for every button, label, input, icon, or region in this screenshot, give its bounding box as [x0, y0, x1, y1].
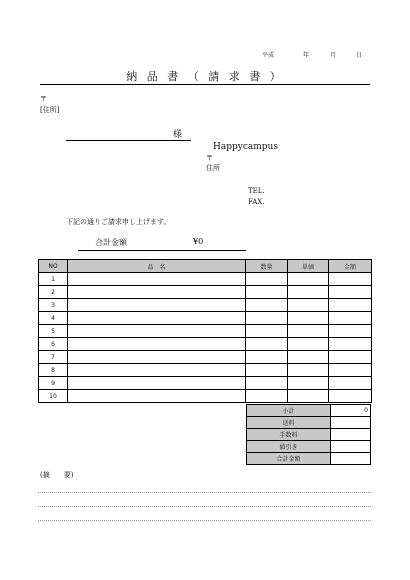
memo-line[interactable] [38, 506, 371, 507]
sender-address-label: 住所 [206, 164, 220, 172]
shipping-label: 送料 [247, 417, 331, 429]
table-row [39, 364, 372, 377]
day-label: 日 [356, 52, 363, 59]
row-number: 10 [39, 390, 68, 403]
item-name-cell[interactable] [68, 312, 246, 325]
item-name-cell[interactable] [68, 390, 246, 403]
item-name-cell[interactable] [68, 299, 246, 312]
items-header-row [39, 260, 372, 273]
amount-cell[interactable] [329, 273, 372, 286]
row-number: 4 [39, 312, 68, 325]
memo-line[interactable] [38, 520, 371, 521]
table-row [39, 351, 372, 364]
header-quantity: 数量 [246, 260, 288, 273]
table-row [39, 299, 372, 312]
summary-row-shipping [247, 417, 371, 429]
items-table [38, 259, 372, 403]
quantity-cell[interactable] [246, 351, 288, 364]
recipient-honorific: 様 [173, 130, 183, 140]
sender-company: Happycampus [213, 142, 278, 152]
unit-price-cell[interactable] [288, 351, 329, 364]
quantity-cell[interactable] [246, 390, 288, 403]
unit-price-cell[interactable] [288, 299, 329, 312]
total-underline [78, 250, 246, 251]
sender-postal-mark: 〒 [206, 154, 213, 162]
unit-price-cell[interactable] [288, 390, 329, 403]
sender-tel-label: TEL. [248, 187, 265, 195]
row-number: 7 [39, 351, 68, 364]
summary-table [246, 404, 371, 465]
subtotal-label: 小計 [247, 405, 331, 417]
row-number: 6 [39, 338, 68, 351]
unit-price-cell[interactable] [288, 325, 329, 338]
amount-cell[interactable] [329, 299, 372, 312]
total-label: 合計金額 [95, 238, 127, 247]
discount-label: 値引き [247, 441, 331, 453]
unit-price-cell[interactable] [288, 312, 329, 325]
amount-cell[interactable] [329, 390, 372, 403]
recipient-name-line [66, 140, 191, 141]
year-label: 年 [303, 52, 310, 59]
row-number: 1 [39, 273, 68, 286]
item-name-cell[interactable] [68, 377, 246, 390]
subtotal-value[interactable]: 0 [331, 405, 371, 417]
row-number: 9 [39, 377, 68, 390]
grand-total-value[interactable] [331, 453, 371, 465]
table-row [39, 286, 372, 299]
grand-total-label: 合計金額 [247, 453, 331, 465]
quantity-cell[interactable] [246, 364, 288, 377]
quantity-cell[interactable] [246, 299, 288, 312]
amount-cell[interactable] [329, 338, 372, 351]
table-row [39, 377, 372, 390]
quantity-cell[interactable] [246, 286, 288, 299]
summary-row-discount [247, 441, 371, 453]
header-item-name: 品 名 [68, 260, 246, 273]
era-label: 平成 [262, 52, 275, 59]
amount-cell[interactable] [329, 286, 372, 299]
unit-price-cell[interactable] [288, 364, 329, 377]
unit-price-cell[interactable] [288, 273, 329, 286]
header-amount: 金額 [329, 260, 372, 273]
quantity-cell[interactable] [246, 325, 288, 338]
quantity-cell[interactable] [246, 338, 288, 351]
memo-label: (摘 要) [40, 471, 74, 479]
header-unit-price: 単価 [288, 260, 329, 273]
title-underline [40, 84, 370, 85]
quantity-cell[interactable] [246, 312, 288, 325]
amount-cell[interactable] [329, 312, 372, 325]
item-name-cell[interactable] [68, 338, 246, 351]
quantity-cell[interactable] [246, 273, 288, 286]
recipient-address-label: [住所] [40, 106, 60, 114]
quantity-cell[interactable] [246, 377, 288, 390]
table-row [39, 338, 372, 351]
row-number: 2 [39, 286, 68, 299]
shipping-value[interactable] [331, 417, 371, 429]
item-name-cell[interactable] [68, 273, 246, 286]
unit-price-cell[interactable] [288, 377, 329, 390]
amount-cell[interactable] [329, 325, 372, 338]
item-name-cell[interactable] [68, 364, 246, 377]
amount-cell[interactable] [329, 364, 372, 377]
summary-row-total [247, 453, 371, 465]
unit-price-cell[interactable] [288, 286, 329, 299]
amount-cell[interactable] [329, 351, 372, 364]
fee-value[interactable] [331, 429, 371, 441]
row-number: 3 [39, 299, 68, 312]
row-number: 5 [39, 325, 68, 338]
summary-row-fee [247, 429, 371, 441]
row-number: 8 [39, 364, 68, 377]
item-name-cell[interactable] [68, 286, 246, 299]
fee-label: 手数料 [247, 429, 331, 441]
table-row [39, 312, 372, 325]
item-name-cell[interactable] [68, 351, 246, 364]
document-title: 納 品 書 （ 請 求 書 ） [126, 70, 284, 83]
item-name-cell[interactable] [68, 325, 246, 338]
header-no: NO [39, 260, 68, 273]
table-row [39, 273, 372, 286]
discount-value[interactable] [331, 441, 371, 453]
memo-line[interactable] [38, 492, 371, 493]
amount-cell[interactable] [329, 377, 372, 390]
table-row [39, 325, 372, 338]
unit-price-cell[interactable] [288, 338, 329, 351]
sender-fax-label: FAX. [248, 198, 265, 206]
total-value: ¥0 [193, 237, 204, 246]
summary-row-subtotal [247, 405, 371, 417]
table-row [39, 390, 372, 403]
intro-text: 下記の通りご請求申し上げます。 [66, 218, 171, 226]
recipient-postal-mark: 〒 [40, 95, 47, 103]
month-label: 月 [330, 52, 337, 59]
